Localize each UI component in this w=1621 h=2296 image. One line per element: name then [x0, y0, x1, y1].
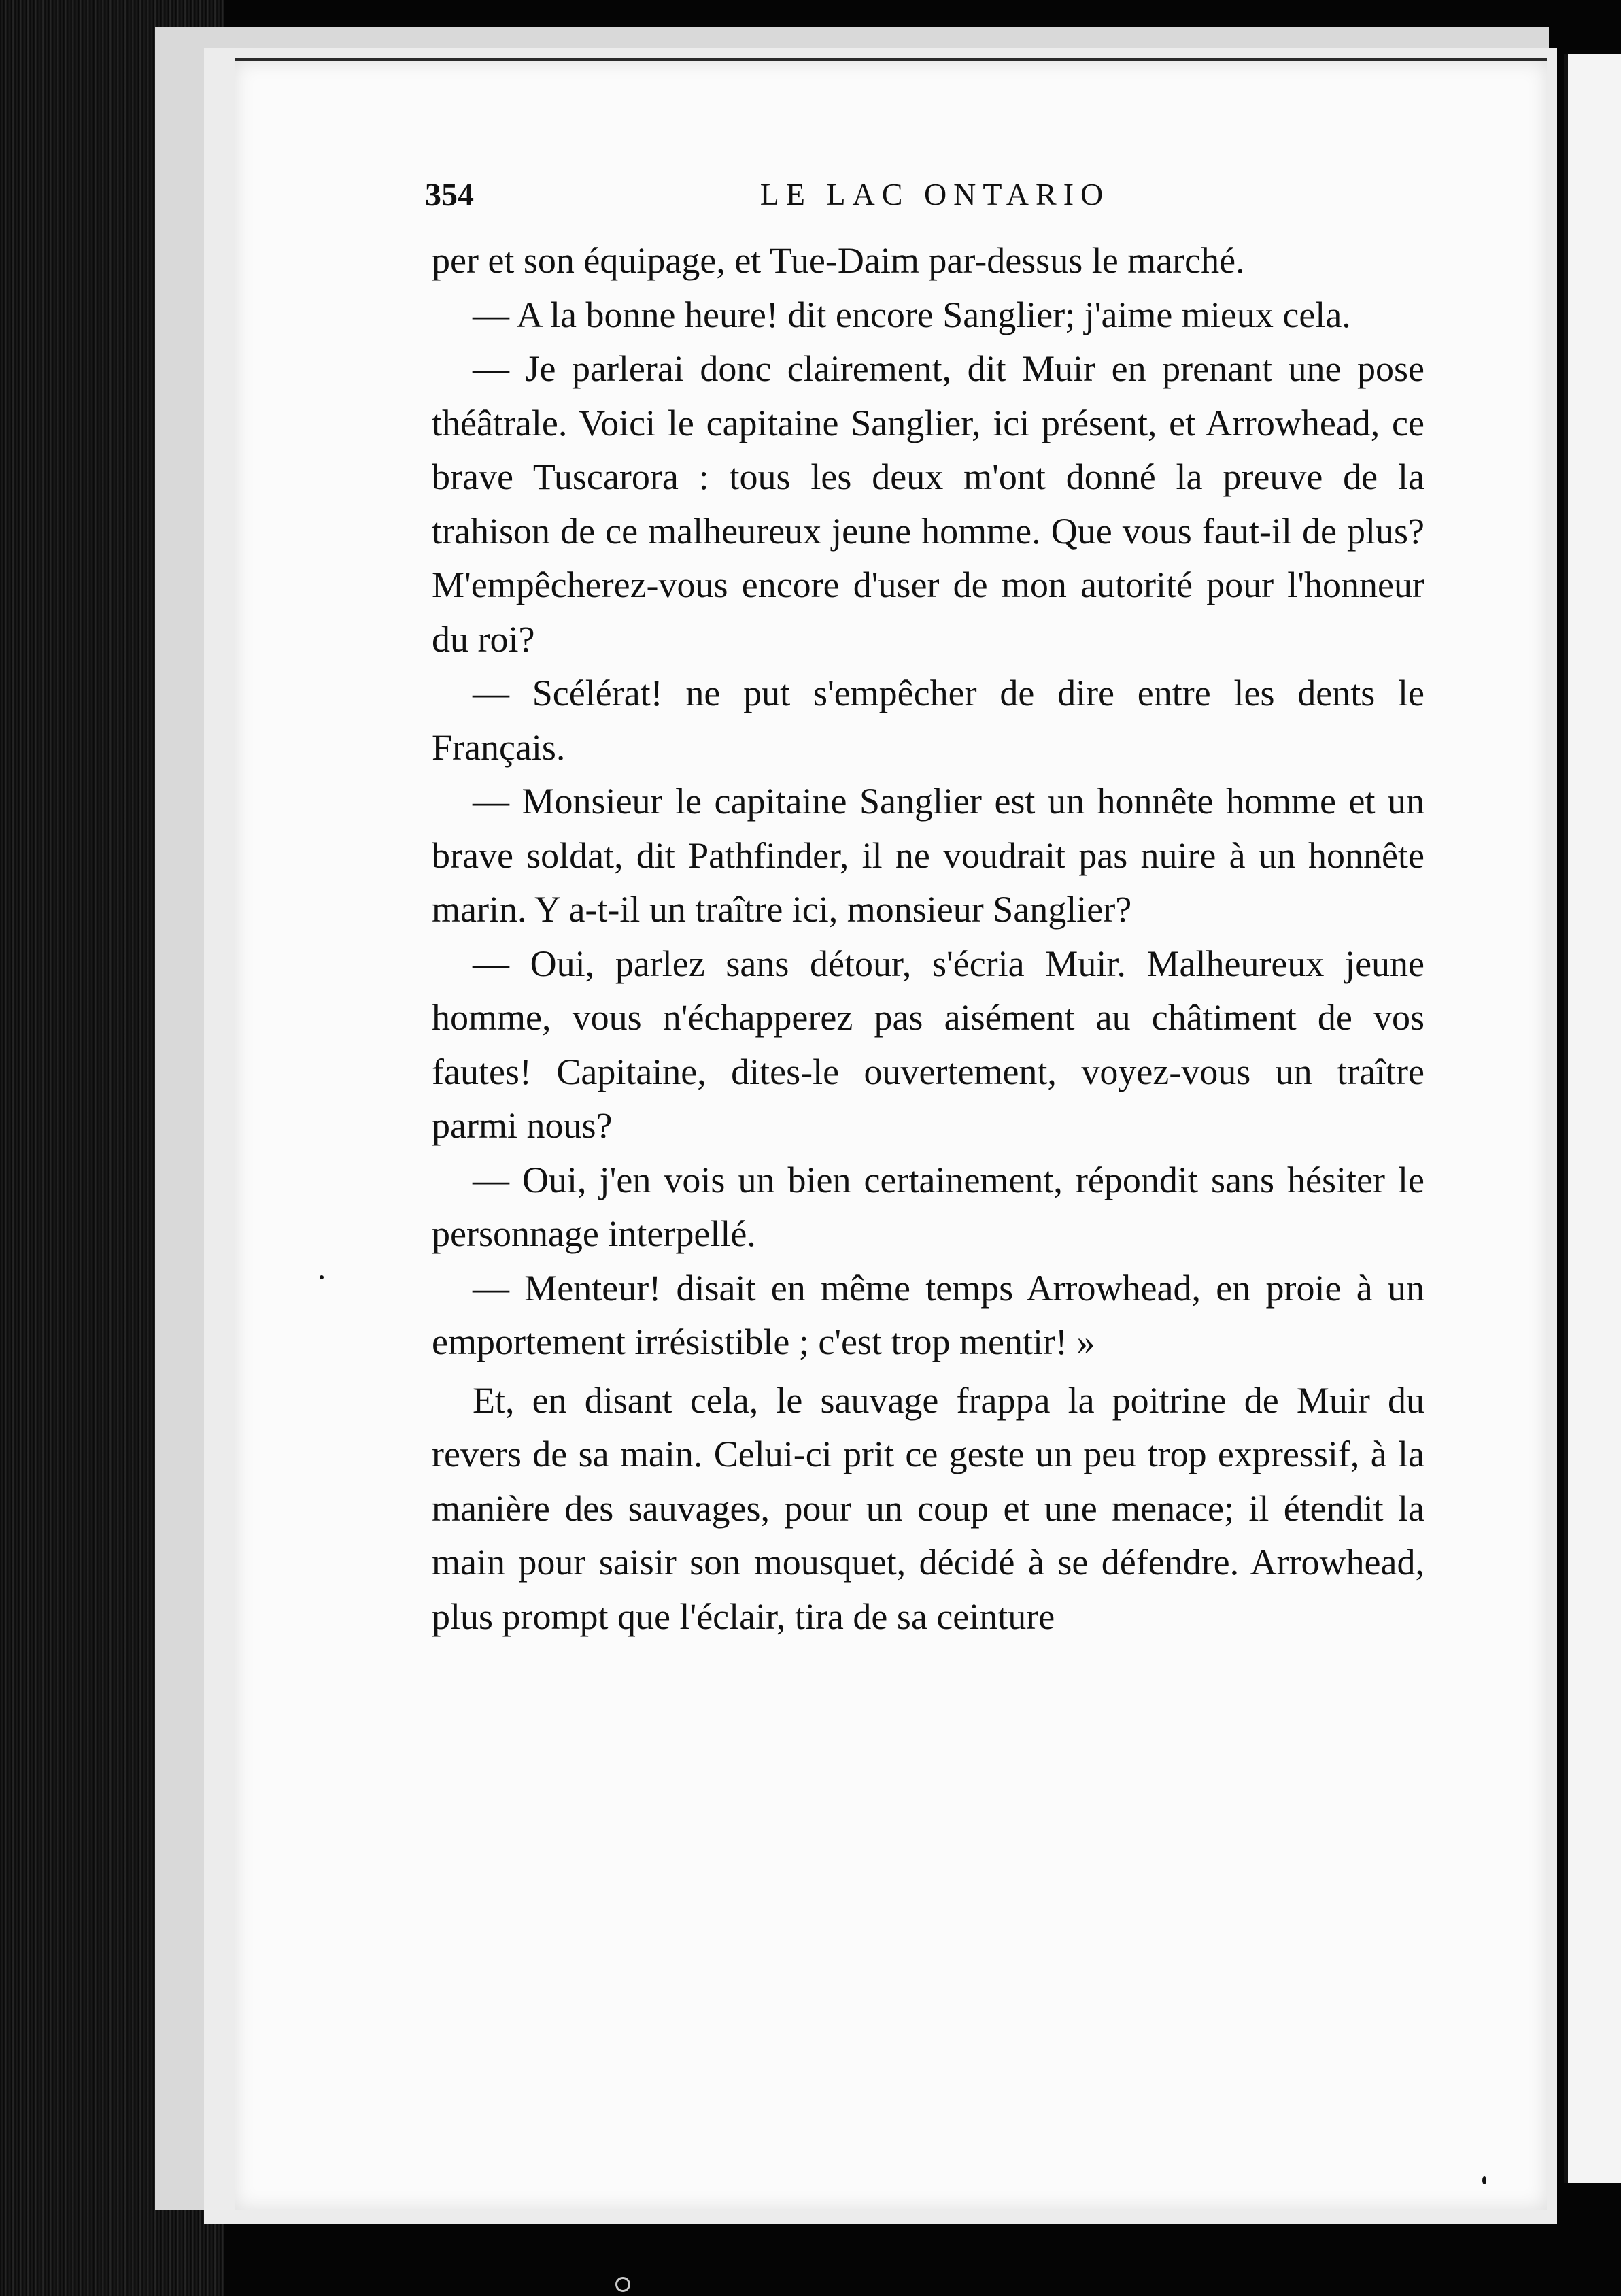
- scan-speck: [615, 2277, 630, 2292]
- paragraph: — Oui, parlez sans détour, s'écria Muir. Malheureux jeune homme, vous n'échapperez pas aisément au châtiment de vos fautes! Capitaine, dites-le ouvertement, voyez-vous un traître parmi nous?: [432, 943, 1424, 1146]
- page-number: 354: [425, 177, 474, 213]
- paragraph: Et, en disant cela, le sauvage frappa la poitrine de Muir du revers de sa main. Celui-ci prit ce geste un peu trop expressif, à la manière des sauvages, pour un coup et une menace; il étendit la main pour saisir son mousquet, décidé à se défendre. Arrowhead, plus prompt que l'éclair, tira de sa ceinture: [432, 1379, 1424, 1637]
- paragraph: — Je parlerai donc clairement, dit Muir en prenant une pose théâtrale. Voici le capitaine Sanglier, ici présent, et Arrowhead, ce brave Tuscarora : tous les deux m'ont donné la preuve de la trahison de ce malheureux jeune homme. Que vous faut-il de plus? M'empêcherez-vous encore d'user de mon autorité pour l'honneur du roi?: [432, 348, 1424, 660]
- facing-page-edge: [1564, 54, 1621, 2183]
- paragraph: — Monsieur le capitaine Sanglier est un honnête homme et un brave soldat, dit Pathfinder, il ne voudrait pas nuire à un honnête marin. Y a-t-il un traître ici, monsieur Sanglier?: [432, 781, 1424, 930]
- paragraph: — Scélérat! ne put s'empêcher de dire entre les dents le Français.: [432, 673, 1424, 768]
- paragraph: — A la bonne heure! dit encore Sanglier; j'aime mieux cela.: [473, 294, 1351, 335]
- scan-speck: [1482, 2176, 1486, 2184]
- running-head: [425, 176, 1445, 217]
- paragraph: — Oui, j'en vois un bien certainement, répondit sans hésiter le personnage interpellé.: [432, 1159, 1424, 1254]
- book-page: [235, 58, 1547, 2210]
- scan-speck: [320, 1275, 324, 1279]
- running-title: LE LAC ONTARIO: [760, 177, 1110, 212]
- paragraph: per et son équipage, et Tue-Daim par-dessus le marché.: [432, 240, 1245, 281]
- body-text: [432, 234, 1424, 1644]
- paragraph: — Menteur! disait en même temps Arrowhead, en proie à un emportement irrésistible ; c'est trop mentir! »: [432, 1267, 1424, 1362]
